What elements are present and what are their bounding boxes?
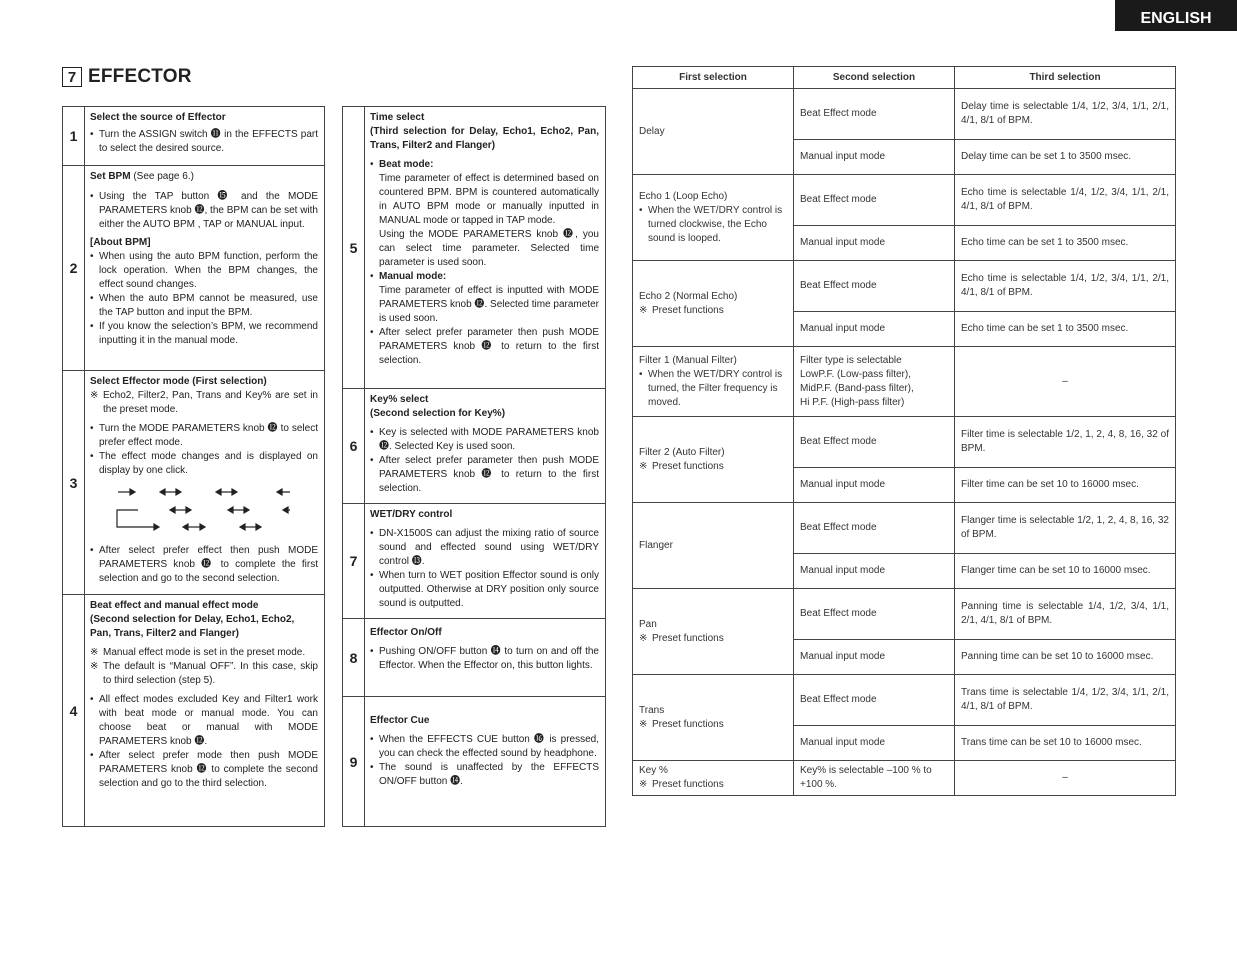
row-echo2-beat	[633, 261, 1176, 312]
effect-delay	[633, 89, 794, 175]
effect-key	[633, 761, 794, 796]
mode-cell: Manual input mode	[794, 468, 955, 503]
bullet: • When using the auto BPM function, perform the lock operation. When the BPM changes, the effect sound changes.	[90, 250, 318, 292]
bullet: • When the auto BPM cannot be measured, use the TAP button and input the BPM.	[90, 292, 318, 320]
mode-cell: Manual input mode	[794, 640, 955, 675]
effect-name: Delay	[639, 125, 665, 137]
note: ※ The default is “Manual OFF”. In this case, skip to third selection (step 5).	[90, 660, 318, 688]
step-title: Time select	[370, 112, 425, 123]
header-third-selection: Third selection	[955, 67, 1176, 89]
bullet: • If you know the selection’s BPM, we recommend inputting it in the manual mode.	[90, 320, 318, 348]
row-echo1-beat	[633, 175, 1176, 226]
language-tab: ENGLISH	[1115, 0, 1237, 31]
bullet: • All effect modes excluded Key and Filter1 work with beat mode or manual mode. You can choose beat or manual with MODE PARAMETERS knob ⓬.	[90, 693, 318, 749]
mode-cell: Manual input mode	[794, 726, 955, 761]
mode-cell: Beat Effect mode	[794, 175, 955, 226]
filter-type-line: Hi P.F. (High-pass filter)	[800, 396, 905, 408]
steps-table-middle	[342, 106, 606, 827]
bullet: • After select prefer parameter then push MODE PARAMETERS knob ⓬ to return to the first selection.	[370, 454, 599, 496]
step-6	[343, 389, 606, 504]
bullet: • Turn the ASSIGN switch ⓫ in the EFFECTS part to select the desired source.	[90, 128, 318, 156]
row-trans-beat	[633, 675, 1176, 726]
step-title: Select Effector mode (First selection)	[90, 376, 267, 387]
effect-echo1	[633, 175, 794, 261]
third-cell: Trans time can be set 10 to 16000 msec.	[955, 726, 1176, 761]
third-cell: Delay time can be set 1 to 3500 msec.	[955, 140, 1176, 175]
row-filter1	[633, 347, 1176, 417]
step-title: Beat effect and manual effect mode	[90, 600, 259, 611]
effect-name: Pan	[639, 618, 657, 630]
note: ※ Echo2, Filter2, Pan, Trans and Key% are set in the preset mode.	[90, 389, 318, 417]
step-title: Key% select	[370, 394, 429, 405]
step-title: Select the source of Effector	[90, 112, 226, 123]
step-title: Effector On/Off	[370, 627, 442, 638]
section-heading	[62, 66, 192, 88]
row-filter2-beat	[633, 417, 1176, 468]
bullet: • The sound is unaffected by the EFFECTS ON/OFF button ⓮.	[370, 761, 599, 789]
effect-trans	[633, 675, 794, 761]
bullet: • The effect mode changes and is displayed on display by one click.	[90, 450, 318, 478]
effect-name: Flanger	[639, 539, 673, 551]
preset-note: ※ Preset functions	[639, 460, 787, 474]
effect-echo2	[633, 261, 794, 347]
effect-name: Echo 2 (Normal Echo)	[639, 290, 738, 302]
step-number: 3	[63, 371, 85, 595]
step-number: 5	[343, 107, 365, 389]
step-title: Effector Cue	[370, 715, 430, 726]
mode-cell: Manual input mode	[794, 226, 955, 261]
step-3	[63, 371, 325, 595]
step-4	[63, 595, 325, 827]
effect-name: Filter 2 (Auto Filter)	[639, 446, 725, 458]
mode-cell: Beat Effect mode	[794, 261, 955, 312]
bullet: • When the EFFECTS CUE button ⓰ is pressed, you can check the effected sound by headphone.	[370, 733, 599, 761]
manual-mode-text: Time parameter of effect is inputted with MODE PARAMETERS knob ⓬. Selected time parameter is used soon.	[379, 285, 599, 324]
third-cell: Echo time is selectable 1/4, 1/2, 3/4, 1/1, 2/1, 4/1, 8/1 of BPM.	[955, 261, 1176, 312]
note: ※ Manual effect mode is set in the preset mode.	[90, 646, 318, 660]
step-subtitle: (Second selection for Delay, Echo1, Echo2, Pan, Trans, Filter2 and Flanger)	[90, 614, 295, 639]
row-delay-beat	[633, 89, 1176, 140]
bullet: • After select prefer effect then push MODE PARAMETERS knob ⓬ to complete the first selection and go to the second selection.	[90, 544, 318, 586]
step-1	[63, 107, 325, 166]
beat-mode-text: Time parameter of effect is determined based on countered BPM. BPM is countered automatically in AUTO BPM mode or manually inputted in MANUAL mode or tapped in TAP mode.	[379, 173, 599, 226]
row-key	[633, 761, 1176, 796]
step-9	[343, 697, 606, 827]
step-subtitle: (Third selection for Delay, Echo1, Echo2, Pan, Trans, Filter2 and Flanger)	[370, 126, 599, 151]
mode-cell: Manual input mode	[794, 140, 955, 175]
step-title-note: (See page 6.)	[130, 171, 194, 182]
third-cell-empty: –	[955, 761, 1176, 796]
effect-note: • When the WET/DRY control is turned clockwise, the Echo sound is looped.	[639, 204, 787, 246]
manual-mode-item	[370, 270, 599, 326]
third-cell: Delay time is selectable 1/4, 1/2, 3/4, 1/1, 2/1, 4/1, 8/1 of BPM.	[955, 89, 1176, 140]
effect-flanger	[633, 503, 794, 589]
bullet: • DN-X1500S can adjust the mixing ratio of source sound and effected sound using WET/DRY control ⓭.	[370, 527, 599, 569]
bullet: • Using the TAP button ⓯ and the MODE PARAMETERS knob ⓬, the BPM can be set with either the AUTO BPM , TAP or MANUAL input.	[90, 190, 318, 232]
header-first-selection: First selection	[633, 67, 794, 89]
preset-note: ※ Preset functions	[639, 304, 787, 318]
effect-name: Filter 1 (Manual Filter)	[639, 354, 737, 366]
step-number: 7	[343, 504, 365, 619]
third-cell-empty: –	[955, 347, 1176, 417]
step-number: 9	[343, 697, 365, 827]
preset-note: ※ Preset functions	[639, 718, 787, 732]
step-number: 2	[63, 166, 85, 371]
step-2	[63, 166, 325, 371]
row-flanger-beat	[633, 503, 1176, 554]
step-7	[343, 504, 606, 619]
header-second-selection: Second selection	[794, 67, 955, 89]
preset-note: ※ Preset functions	[639, 632, 787, 646]
mode-cell: Manual input mode	[794, 554, 955, 589]
third-cell: Filter time can be set 10 to 16000 msec.	[955, 468, 1176, 503]
steps-table-left	[62, 106, 325, 827]
step-5	[343, 107, 606, 389]
third-cell: Trans time is selectable 1/4, 1/2, 3/4, 1/1, 2/1, 4/1, 8/1 of BPM.	[955, 675, 1176, 726]
effect-selection-table	[632, 66, 1176, 796]
beat-mode-label: • Beat mode:	[379, 159, 434, 170]
filter-type-line: Filter type is selectable	[800, 354, 902, 366]
mode-cell: Beat Effect mode	[794, 589, 955, 640]
third-cell: Flanger time can be set 10 to 16000 msec.	[955, 554, 1176, 589]
step-title: WET/DRY control	[370, 509, 453, 520]
bullet: • Turn the MODE PARAMETERS knob ⓬ to select prefer effect mode.	[90, 422, 318, 450]
filter-type-line: LowP.F. (Low-pass filter),	[800, 368, 911, 380]
effect-name: Key %	[639, 765, 668, 776]
mode-cycle-arrows	[90, 484, 290, 538]
third-cell: Filter time is selectable 1/2, 1, 2, 4, 8, 16, 32 of BPM.	[955, 417, 1176, 468]
third-cell: Panning time can be set 10 to 16000 msec.	[955, 640, 1176, 675]
mode-cell: Manual input mode	[794, 312, 955, 347]
third-cell: Echo time can be set 1 to 3500 msec.	[955, 226, 1176, 261]
beat-mode-item	[370, 158, 599, 270]
bullet: • After select prefer parameter then push MODE PARAMETERS knob ⓬ to return to the first selection.	[370, 326, 599, 368]
mode-cycle-diagram	[90, 484, 318, 538]
section-title: EFFECTOR	[88, 66, 192, 87]
effect-note: • When the WET/DRY control is turned, the Filter frequency is moved.	[639, 368, 787, 410]
mode-cell: Beat Effect mode	[794, 417, 955, 468]
key-range-cell: Key% is selectable –100 % to +100 %.	[794, 761, 955, 796]
effect-pan	[633, 589, 794, 675]
effect-filter2	[633, 417, 794, 503]
bullet: • After select prefer mode then push MODE PARAMETERS knob ⓬ to complete the second selection and go to the third selection.	[90, 749, 318, 791]
step-title: Set BPM	[90, 171, 131, 182]
mode-cell: Beat Effect mode	[794, 503, 955, 554]
bullet: • Pushing ON/OFF button ⓮ to turn on and off the Effector. When the Effector on, this button lights.	[370, 645, 599, 673]
effect-filter1	[633, 347, 794, 417]
step-number: 4	[63, 595, 85, 827]
filter-type-cell	[794, 347, 955, 417]
bullet: • When turn to WET position Effector sound is only outputted. Otherwise at DRY position only source sound is outputted.	[370, 569, 599, 611]
third-cell: Echo time can be set 1 to 3500 msec.	[955, 312, 1176, 347]
bullet: • Key is selected with MODE PARAMETERS knob ⓬. Selected Key is used soon.	[370, 426, 599, 454]
beat-mode-text: Using the MODE PARAMETERS knob ⓬, you can select time parameter. Selected time parameter is used soon.	[379, 229, 599, 268]
third-cell: Flanger time is selectable 1/2, 1, 2, 4, 8, 16, 32 of BPM.	[955, 503, 1176, 554]
step-number: 1	[63, 107, 85, 166]
mode-cell: Beat Effect mode	[794, 675, 955, 726]
about-bpm-heading: [About BPM]	[90, 237, 151, 248]
step-number: 8	[343, 619, 365, 697]
preset-note: ※ Preset functions	[639, 778, 787, 792]
step-number: 6	[343, 389, 365, 504]
third-cell: Echo time is selectable 1/4, 1/2, 3/4, 1/1, 2/1, 4/1, 8/1 of BPM.	[955, 175, 1176, 226]
manual-mode-label: • Manual mode:	[379, 271, 447, 282]
header-row	[633, 67, 1176, 89]
third-cell: Panning time is selectable 1/4, 1/2, 3/4, 1/1, 2/1, 4/1, 8/1 of BPM.	[955, 589, 1176, 640]
section-number: 7	[62, 67, 82, 87]
step-8	[343, 619, 606, 697]
mode-cell: Beat Effect mode	[794, 89, 955, 140]
step-subtitle: (Second selection for Key%)	[370, 408, 506, 419]
filter-type-line: MidP.F. (Band-pass filter),	[800, 382, 914, 394]
effect-name: Trans	[639, 704, 665, 716]
effect-name: Echo 1 (Loop Echo)	[639, 190, 728, 202]
row-pan-beat	[633, 589, 1176, 640]
